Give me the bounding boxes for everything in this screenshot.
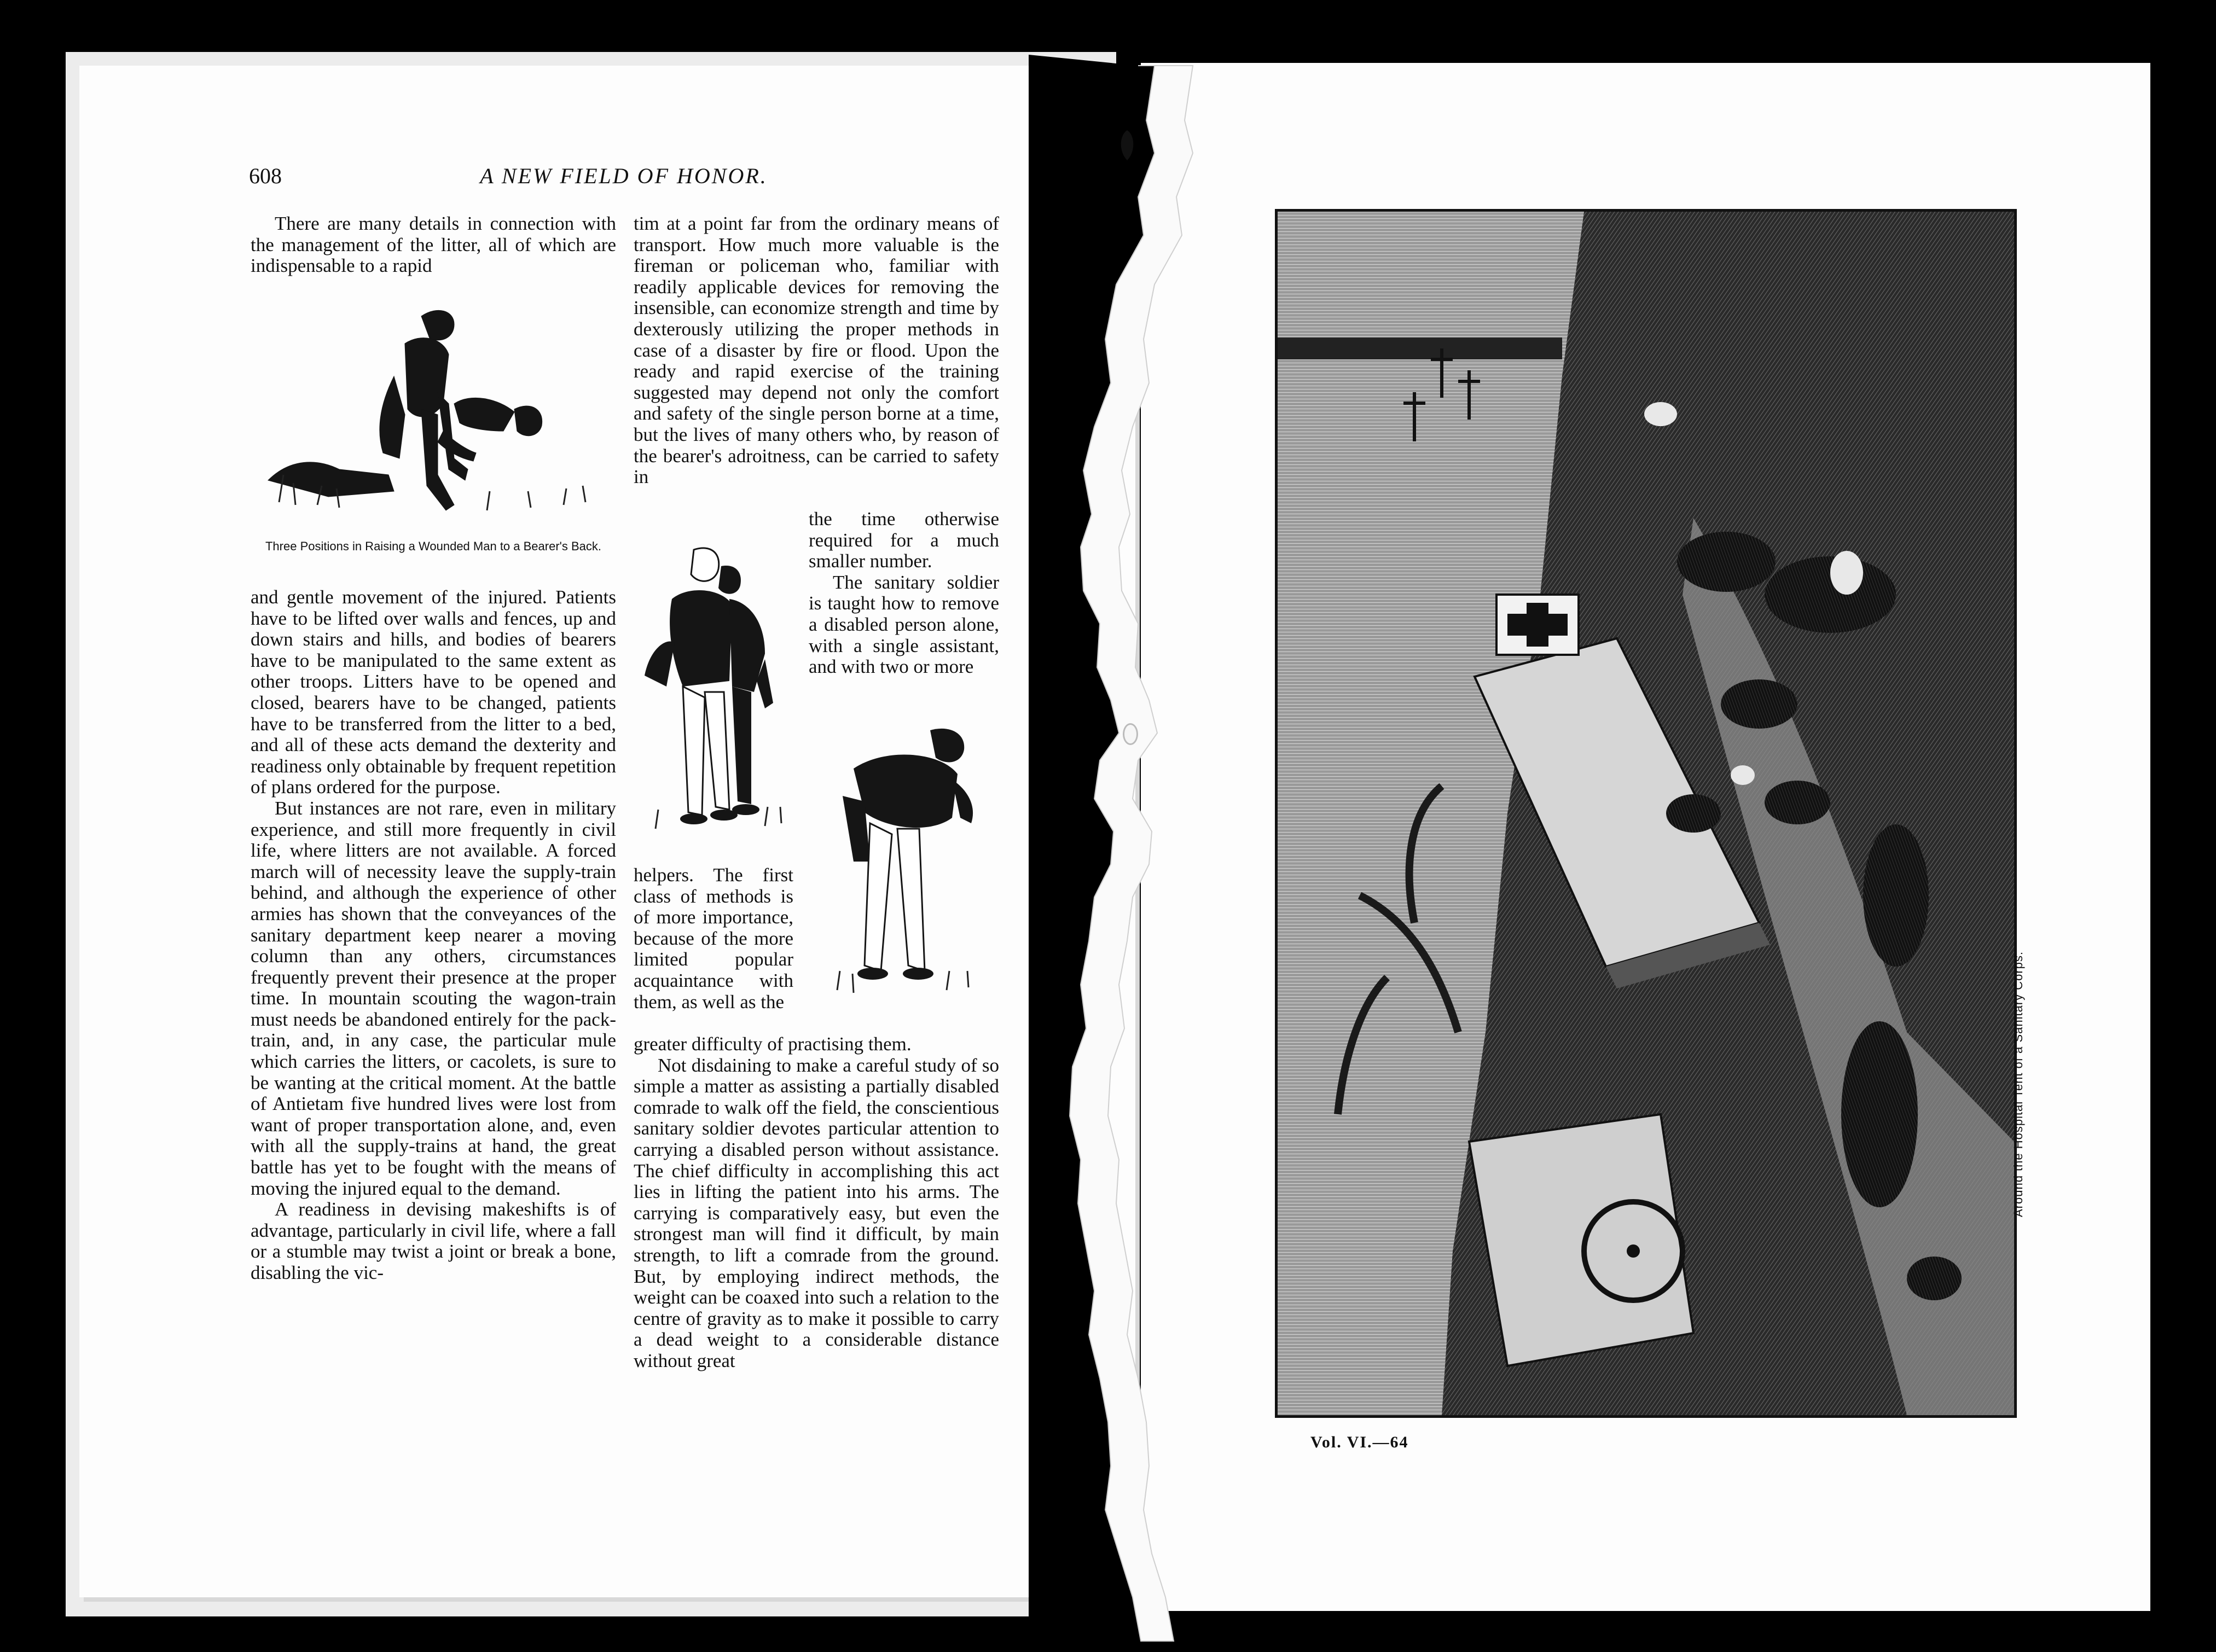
page-number: 608 — [249, 164, 282, 188]
volume-mark: Vol. VI.—64 — [1310, 1433, 1409, 1451]
right-column-intro — [634, 213, 999, 488]
gutter-shadow-mark — [1116, 130, 1138, 163]
binding-hole — [1123, 723, 1138, 745]
plate-caption: Around the Hospital Tent of a Sanitary Corps. — [2011, 951, 2025, 1217]
paragraph: Not disdaining to make a careful study of so simple a matter as assisting a partially disabled comrade to walk off the field, the conscientious sanitary soldier devotes particular attention to carrying a disabled person without assistance. The chief difficulty in accomplishing this act lies in lifting the patient into his arms. The carrying is comparatively easy, but even the strongest man will find it difficult, by main strength, to lift a comrade from the ground. But, by employing indirect methods, the weight can be coaxed into such a relation to the centre of gravity as to make it possible to carry a dead weight to a considerable distance without great — [634, 1054, 999, 1371]
man-carrying-on-back-illustration — [821, 714, 1001, 998]
man-supporting-wounded-walker-illustration — [634, 539, 798, 834]
paragraph: The sanitary soldier is taught how to remove a disabled person alone, with a single assistant, and with two or more — [809, 571, 999, 678]
engraving-artwork — [1278, 212, 2014, 1415]
paragraph: the time otherwise required for a much smaller number. — [809, 508, 999, 572]
right-column-body — [634, 1034, 999, 1372]
right-column-narrow-b — [634, 865, 793, 1013]
paragraph: There are many details in connection with the management of the litter, all of which are indispensable to a rapid — [251, 213, 616, 277]
paragraph: and gentle movement of the injured. Patients have to be lifted over walls and fences, up and down stairs and hills, and bodies of bearers have to be manipulated to the same extent as other troops. Litters have to be opened and closed, bearers have to be changed, patients have to be transferred from the litter to a bed, and all of these acts demand the dexterity and readiness only obtainable by frequent repetition of plans ordered for the purpose. — [251, 586, 616, 798]
paragraph: helpers. The first class of methods is of more importance, because of the more limited popular acquaintance with them, as well as the — [634, 864, 793, 1013]
paragraph: greater difficulty of practising them. — [634, 1033, 912, 1055]
running-title: A NEW FIELD OF HONOR. — [480, 164, 768, 188]
right-column-narrow-a — [809, 509, 999, 678]
paragraph: But instances are not rare, even in military experience, and still more frequently in civil life, where litters are not available. A forced march will of necessity leave the supply-train behind, and although the experience of other armies has shown that the conveyances of the sanitary department keep nearer a moving column than any others, circumstances frequently prevent their presence at the proper time. In mountain scouting the wagon-train must needs be abandoned entirely for the pack-train, and, in any case, the particular mule which carries the litters, or cacolets, is sure to be wanting at the critical moment. At the battle of Antietam five hundred lives were lost from want of proper transportation alone, and, even with all the supply-trains at hand, the great battle has yet to be fought with the means of moving the injured equal to the demand. — [251, 797, 616, 1199]
paragraph: tim at a point far from the ordinary means of transport. How much more valuable is the fireman or policeman who, familiar with readily applicable devices for removing the insensible, can economize strength and time by dexterously utilizing the proper methods in case of a disaster by fire or flood. Upon the ready and rapid exercise of the training suggested may depend not only the comfort and safety of the single person borne at a time, but the lives of many others who, by reason of the bearer's adroitness, can be carried to safety in — [634, 213, 999, 488]
running-head — [249, 163, 999, 196]
left-column-body — [251, 587, 616, 1284]
left-column-intro — [251, 213, 616, 277]
figure-caption: Three Positions in Raising a Wounded Man to a Bearer's Back. — [265, 539, 601, 553]
man-lifting-wounded-man-illustration — [257, 294, 613, 524]
paragraph: A readiness in devising makeshifts is of advantage, particularly in civil life, where a fall or a stumble may twist a joint or break a bone, disabling the vic- — [251, 1199, 616, 1283]
torn-gutter — [1029, 55, 1209, 1652]
hospital-tent-engraving — [1275, 209, 2017, 1418]
